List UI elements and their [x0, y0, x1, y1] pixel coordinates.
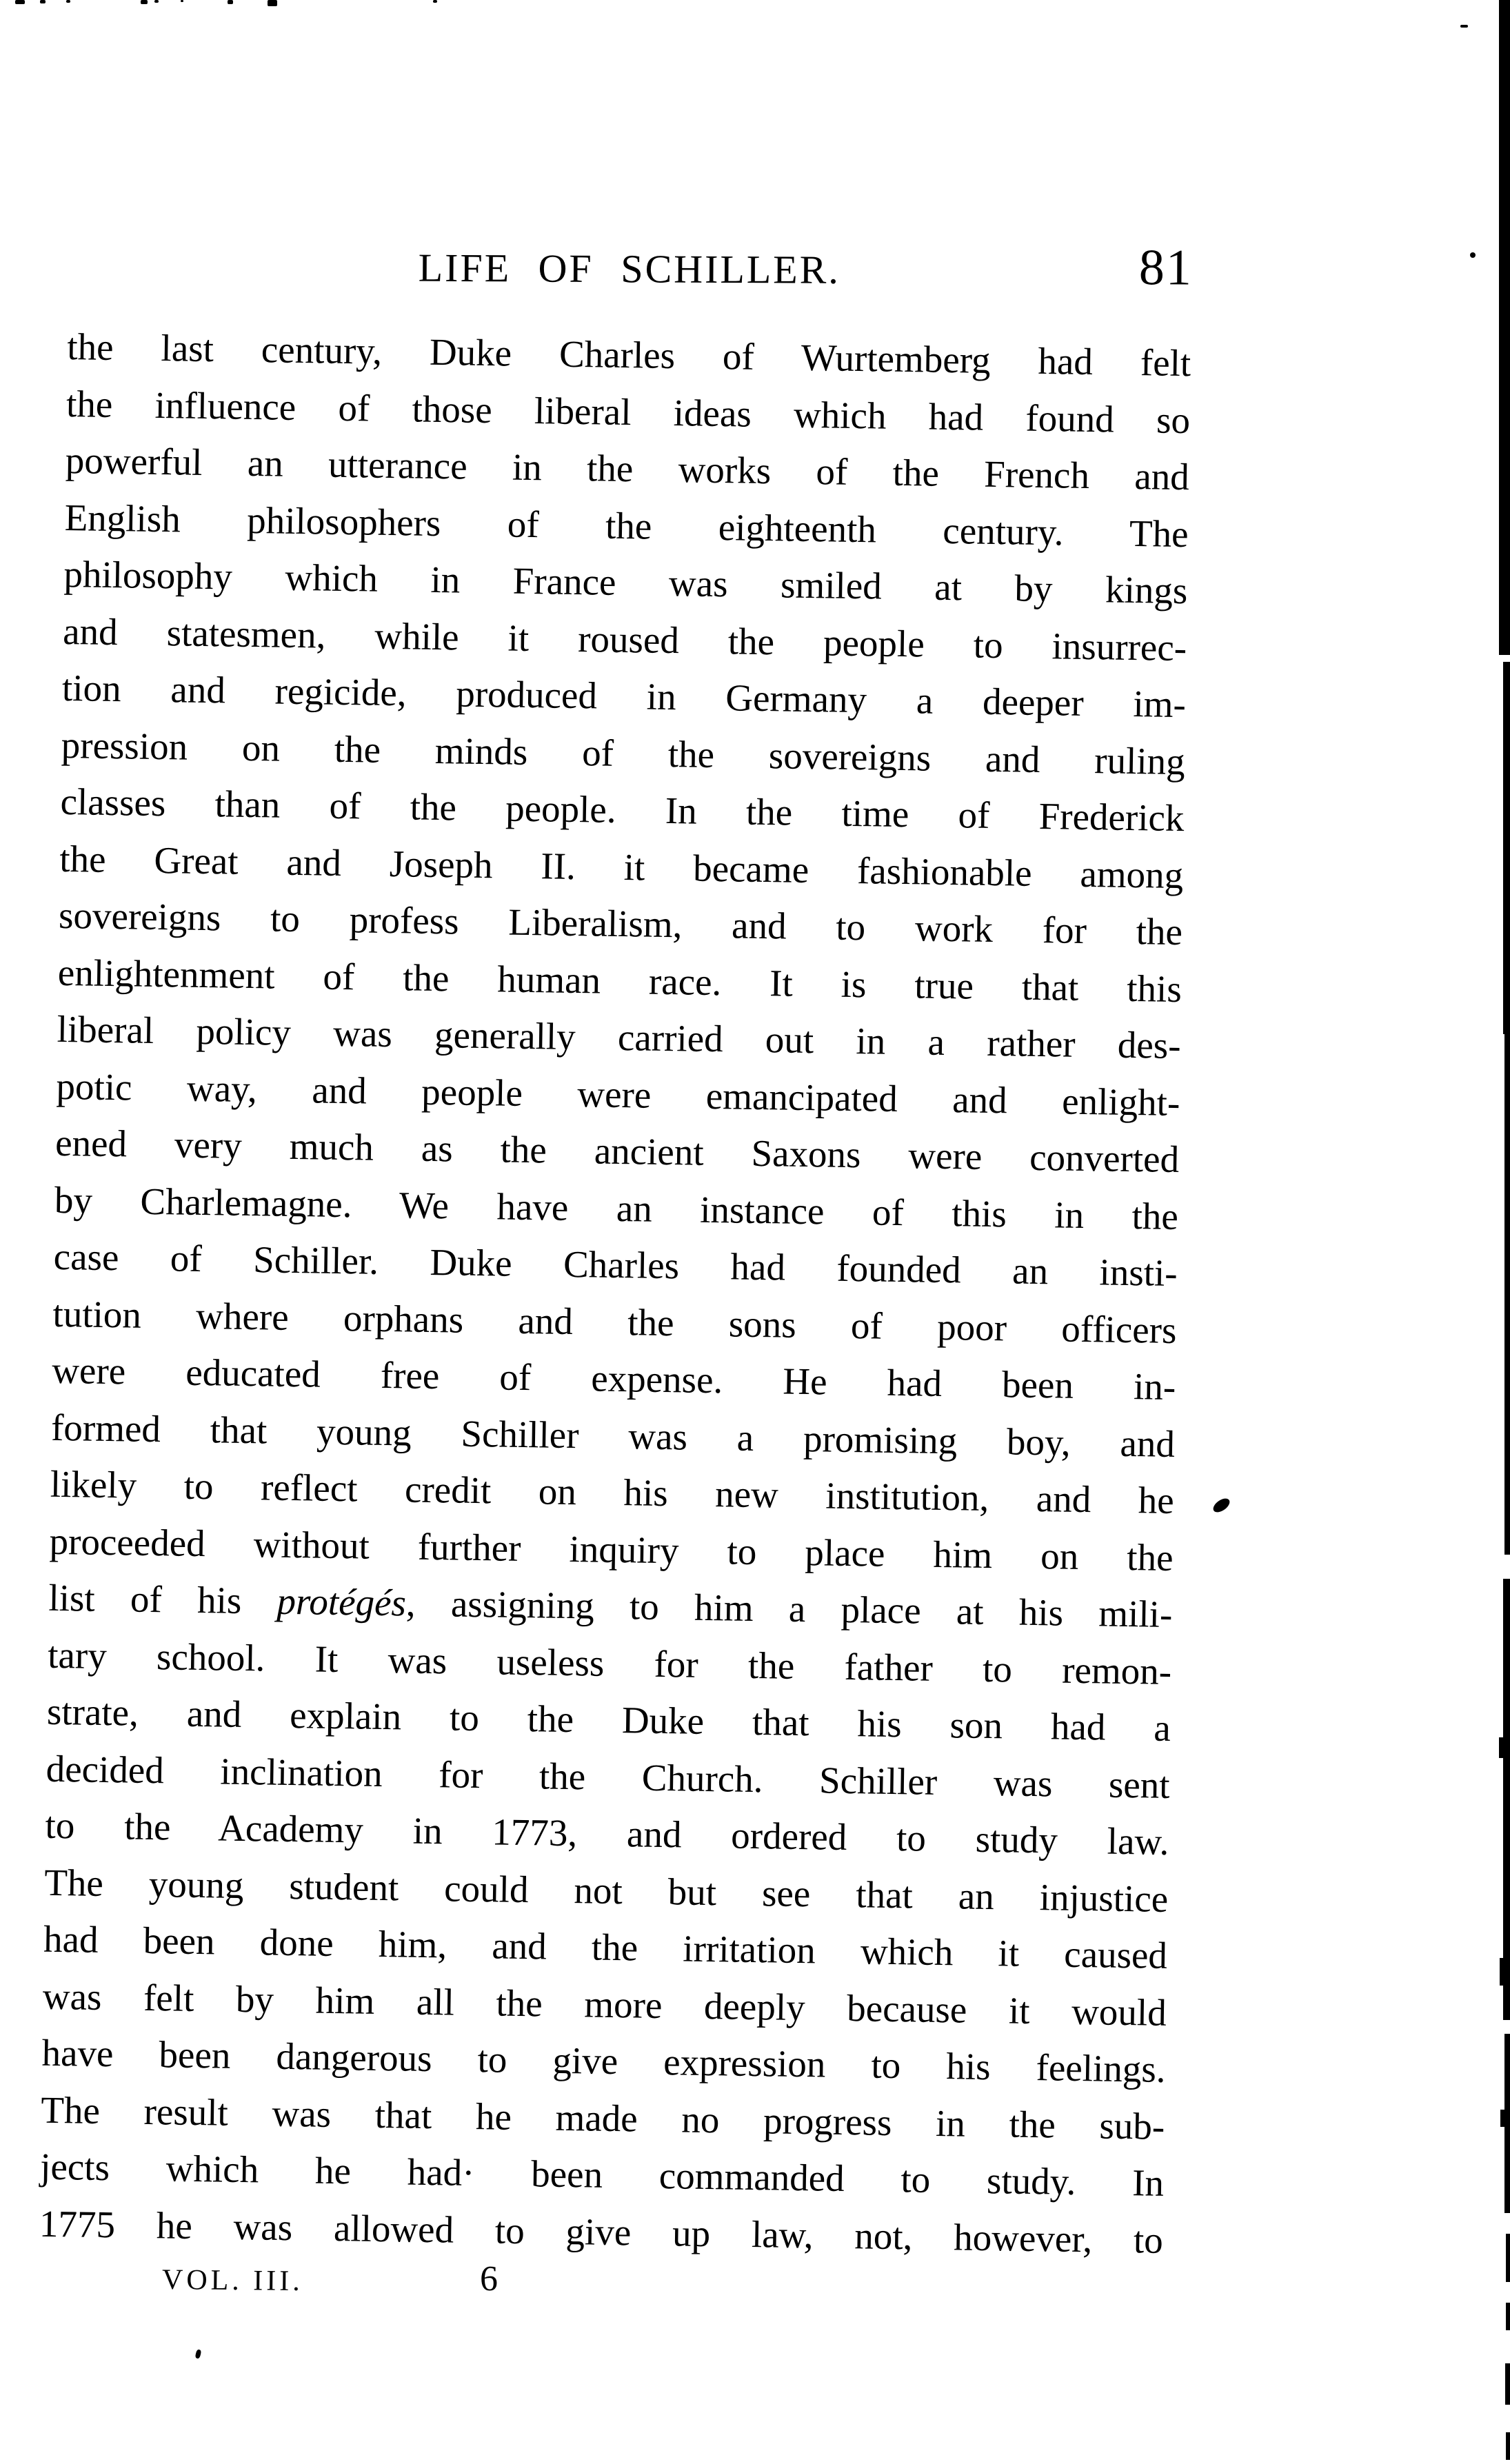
- text-line: decided inclination for the Church. Schiller was sent: [46, 1747, 1171, 1806]
- text-line: pression on the minds of the sovereigns and ruling: [61, 723, 1186, 782]
- text-line: philosophy which in France was smiled at by kings: [63, 552, 1188, 612]
- text-line: liberal policy was generally carried out in a rather des-: [57, 1007, 1181, 1067]
- text-line: tution where orphans and the sons of poor officers: [52, 1292, 1177, 1351]
- volume-label: VOL. III.: [161, 2263, 304, 2298]
- text-line: the influence of those liberal ideas which had found so: [66, 382, 1191, 441]
- text-line: strate, and explain to the Duke that his son had a: [46, 1690, 1171, 1749]
- text-line: by Charlemagne. We have an instance of this in the: [54, 1178, 1179, 1238]
- text-line: list of his protégés, assigning to him a place at his mili-: [48, 1576, 1173, 1635]
- page-header: [68, 239, 1194, 296]
- paper-speck: [181, 0, 183, 2]
- text-line: The result was that he made no progress in the sub-: [41, 2088, 1165, 2148]
- paper-speck: [154, 0, 159, 3]
- paper-speck: [433, 0, 437, 3]
- text-line: potic way, and people were emancipated and enlight-: [56, 1064, 1180, 1124]
- paper-speck: [1460, 25, 1468, 28]
- page-number: 81: [1138, 239, 1194, 296]
- text-line: to the Academy in 1773, and ordered to study law.: [45, 1804, 1169, 1863]
- paper-speck: [66, 0, 70, 3]
- text-line: likely to reflect credit on his new institution, and he: [50, 1462, 1175, 1522]
- text-line: had been done him, and the irritation which it caused: [43, 1917, 1168, 1977]
- text-line: powerful an utterance in the works of the French and: [65, 438, 1190, 498]
- text-line: English philosophers of the eighteenth century. The: [64, 496, 1189, 555]
- text-line: tary school. It was useless for the father to remon-: [47, 1633, 1172, 1693]
- text-line: have been dangerous to give expression to his feelings.: [41, 2031, 1166, 2090]
- text-line: classes than of the people. In the time of Frederick: [60, 780, 1185, 840]
- paper-speck: [15, 0, 25, 4]
- text-line: were educated free of expense. He had been in-: [51, 1349, 1176, 1408]
- body-text: [39, 319, 1191, 2269]
- paper-speck: [228, 0, 233, 4]
- scan-edge-artifact: [1482, 0, 1510, 2464]
- text-line: formed that young Schiller was a promising boy, and: [50, 1406, 1176, 1465]
- paper-speck: [40, 0, 46, 3]
- text-line: the last century, Duke Charles of Wurtemberg had felt: [66, 325, 1191, 385]
- text-line: and statesmen, while it roused the people to insurrec-: [62, 609, 1187, 669]
- text-line: ened very much as the ancient Saxons were converted: [54, 1121, 1180, 1181]
- text-line: enlightenment of the human race. It is true that this: [57, 951, 1182, 1010]
- text-line: tion and regicide, produced in Germany a deeper im-: [61, 666, 1187, 726]
- running-title: LIFE OF SCHILLER.: [418, 245, 841, 292]
- paper-speck: [268, 0, 277, 6]
- text-line: the Great and Joseph II. it became fashionable among: [59, 837, 1184, 896]
- text-line: jects which he had· been commanded to study. In: [39, 2145, 1165, 2204]
- paper-speck: [1470, 252, 1476, 258]
- text-line: case of Schiller. Duke Charles had founded an insti-: [53, 1235, 1178, 1295]
- signature-number: 6: [479, 2259, 499, 2299]
- text-line: 1775 he was allowed to give up law, not, however, to: [39, 2202, 1164, 2261]
- ink-spot: [1211, 1496, 1232, 1515]
- paper-speck: [195, 2349, 202, 2359]
- text-line: proceeded without further inquiry to place him on the: [49, 1519, 1174, 1579]
- paper-speck: [141, 0, 148, 4]
- text-line: The young student could not but see that an injustice: [43, 1861, 1169, 1920]
- text-line: sovereigns to profess Liberalism, and to work for the: [58, 893, 1183, 953]
- text-line: was felt by him all the more deeply because it would: [42, 1975, 1167, 2034]
